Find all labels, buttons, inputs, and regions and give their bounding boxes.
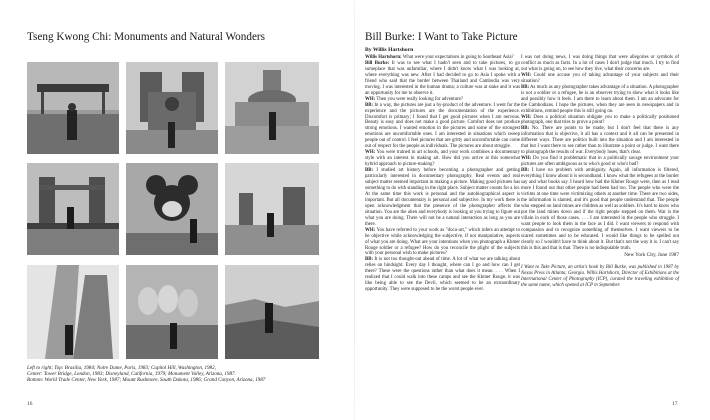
speaker-label: BB: — [521, 126, 530, 132]
caption-line: Bottom: World Trade Center, New York, 1987; Mount Rushmore, South Dakota, 1986; Grand Canyon, Arizona, 1987 — [27, 376, 266, 383]
paragraph-text: It was to see what I hadn't seen and to take pictures, to go someplace that was unfamiliar, where I didn't know what I was looking at, where everything was new. After I had decided to go to Asia I spoke with a friend who said that the border between Thailand and Cambodia was very moving. I was interested in the human drama; a culture was at stake and it was an opportunity for me to observe it. — [365, 60, 521, 96]
photo-notre-dame-image — [126, 62, 218, 154]
interview-paragraph — [365, 61, 520, 97]
interview-paragraph — [365, 103, 520, 151]
left-page-number: 16 — [27, 401, 33, 407]
interview-paragraph — [521, 115, 679, 127]
interview-column-2 — [521, 55, 679, 289]
photo-monument-valley-image — [225, 163, 319, 255]
photo-mount-rushmore-image — [126, 265, 218, 359]
photo-mount-rushmore — [126, 265, 218, 359]
interview-paragraph — [365, 168, 520, 228]
photo-grand-canyon-image — [225, 265, 319, 359]
interview-paragraph — [521, 156, 679, 168]
photo-tower-bridge — [27, 163, 119, 255]
paragraph-text: Does a political situation obligate you to make a politically positioned photograph, one that tries to prove a point? — [521, 114, 679, 126]
interview-paragraph — [365, 228, 520, 258]
photo-world-trade-center — [27, 265, 119, 359]
paragraph-text: As much as any photographer takes advantage of a situation. A photographer is not a soldier or a refugee, he is an observer trying to show what it looks like and possibly how it feels. I am there to learn about them. I am an advocate for the Cambodians. I hope the pictures, when they are seen in newspapers and in exhibitions, remind people this is still going on. — [521, 84, 679, 114]
signoff: New York City, June 1987 — [624, 252, 679, 259]
interview-paragraph — [521, 85, 679, 115]
page-gutter — [354, 0, 355, 420]
photo-capitol-hill-image — [225, 62, 319, 154]
paragraph-text: You were trained in art schools, and your work combines a documentary style with an interest in making art. How did you arrive at this somewhat hybrid approach to picture-making? — [365, 150, 520, 168]
speaker-label: WH: — [365, 96, 376, 102]
paragraph-text: Then you were really looking for adventure? — [375, 96, 463, 102]
photo-world-trade-center-image — [27, 265, 119, 359]
speaker-label: BB: — [521, 84, 530, 90]
interview-paragraph — [365, 150, 520, 168]
interview-paragraph — [521, 168, 679, 251]
right-page-number: 17 — [672, 401, 678, 407]
photo-monument-valley — [225, 163, 319, 255]
paragraph-text: In a way, the pictures are just a by-product of the adventure. I went for the experience and the pictures are the documentation of the experience. Discomfort is primary; I found that I get good pictures when I am nervous. Beauty is easy and does not make a good picture. Comfort does not produce strong emotions. I wanted emotion in the pictures and some of the strongest emotions are uncomfortable ones. I am interested in situations which sweep people out of control. I feel pictures that are gritty and uncomfortable can come out of respect for the people as individuals. The pictures are about struggle. — [365, 102, 520, 150]
speaker-label: BB: — [365, 257, 374, 263]
byline: By Willis Hartshorn — [365, 47, 414, 53]
photo-disneyland-image — [126, 163, 218, 255]
photo-grand-canyon — [225, 265, 319, 359]
interview-paragraph — [521, 126, 679, 156]
interview-paragraph — [521, 55, 679, 73]
interview-paragraph — [365, 257, 520, 293]
speaker-label: BB: — [365, 102, 374, 108]
photo-notre-dame — [126, 62, 218, 154]
speaker-label: BB: — [521, 168, 530, 174]
caption-line: Center: Tower Bridge, London, 1983; Disneyland, California, 1979; Monument Valley, Arizona, 1987. — [27, 370, 236, 377]
photo-caption — [27, 366, 327, 384]
paragraph-text: What were your expectations in going to Southeast Asia? — [401, 55, 514, 60]
speaker-label: WH: — [521, 72, 532, 78]
interview-paragraph — [521, 73, 679, 85]
interview-column-1 — [365, 55, 520, 293]
left-page-title: Tseng Kwong Chi: Monuments and Natural Wonders — [27, 31, 265, 43]
right-page-title: Bill Burke: I Want to Take Picture — [365, 31, 518, 43]
speaker-label: WH: — [365, 227, 376, 233]
photo-disneyland — [126, 163, 218, 255]
speaker-label: WH: — [521, 156, 532, 162]
photo-tower-bridge-image — [27, 163, 119, 255]
speaker-label: BB: — [365, 168, 374, 174]
paragraph-text: You have referred to your work as "docu-art," which infers an attempt to be objective while acknowledging the subjective, if not manipulative, aspects of what you are doing. What are your intentions when you photograph a Khmer Rouge soldier or a refugee? How do you reconcile the plight of the subjects with your personal wish to make pictures? — [365, 227, 520, 257]
paragraph-text: I studied art history before becoming a photographer and getting particularly interested in documentary photography. Real events and real subject matter seemed important in making a picture. Making good pictures has something to do with standing in the right place. Subject matter counts for a lot. At the same time this work is personal and the autobiographical aspect is important. But all documentary is personal and subjective. In my work there is open acknowledgment that the presence of the photographer affects the situation. You are the alien and everybody is looking at you trying to figure out what you are doing. There will not be a natural interaction as long as you are there. — [365, 168, 520, 227]
caption-line: Left to right; Top: Brasilia, 1984; Notre Dame, Paris, 1983; Capitol Hill, Washington, 1982, — [27, 365, 216, 371]
speaker-label: WH: — [521, 114, 532, 120]
speaker-label: Bill Burke: — [365, 60, 390, 66]
paragraph-text: It is not too thought-out ahead of time. A lot of what we are talking about relies on hindsight. Every day I thought, where can I go and how can I get there? These were the questions rather than what does it mean. . . . When I realized that I could walk into these camps and see the Khmer Rouge, it was like being able to see the Devil, which seemed to be an extraordinary opportunity. They were supposed to be the worst people ever. — [365, 257, 520, 293]
speaker-label: WH: — [365, 150, 376, 156]
paragraph-text: Could one accuse you of taking advantage of your subjects and their situation? — [521, 72, 679, 84]
photo-capitol-hill — [225, 62, 319, 154]
photo-brasilia — [27, 62, 119, 154]
speaker-label: Willis Hartshorn: — [365, 55, 402, 60]
paragraph-text: I have no problem with ambiguity. Again, all information is filtered, everything I know about it is secondhand. I know what the refugees at the border say and what books say. I heard how bad the Khmer Rouge were, then as I read more I found out that other people had been bad too. The people who were the victims at one time were victimizing others at another time. There are two sides, the information is slanted, and it's good that people understand that. The people who stepped on land mines are children as well as soldiers. It's hard to know who put the land mines down and if the right people stepped on them. War is the villain in each of those cases. . . . I am interested in the people who struggle. I want people to look them in the face as I did. I want viewers to respond with compassion and to recognize something of themselves. I want viewers to be scared sometimes and to be educated. I would like things to be spelled out clearly so I wouldn't have to think about it. But that's not the way it is. I can't say this is this and that is that. There is no indisputable truth. — [521, 168, 679, 251]
paragraph-text: No. There are points to be made, but I don't feel that there is any information that is objective, it all has a context and it all can be presented in different ways. There are politics built into the situation and I am interested in that but I want there to see rather than to illustrate a point or judge. I want there to photograph the results of war. Everybody loses, that's clear. — [521, 126, 679, 156]
paragraph-text: I was not doing news, I was doing things that were allegories or symbols of conflict as much as facts. In a lot of cases I don't judge that much. I try to find out what is going on, to see how they live, what their concerns are. — [521, 55, 679, 72]
book-note: I Want to Take Picture, an artist's book by Bill Burke, was published in 1987 by Nexus Press in Atlanta, Georgia. Willis Hartshorn, Director of Exhibitions at the International Center of Photography (ICP), curated the traveling exhibition of the same name, which opened at ICP in September. — [521, 265, 679, 289]
photo-brasilia-image — [27, 62, 119, 154]
paragraph-text: Do you find it problematic that in a politically savage environment your pictures are often ambiguous as to who's good or who's bad? — [521, 156, 679, 168]
